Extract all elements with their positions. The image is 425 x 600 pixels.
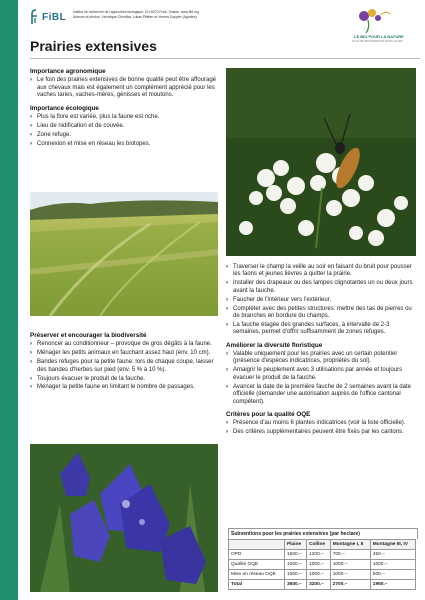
partner-name: LE BIO POUR LA NATURE	[354, 34, 404, 39]
page-title: Prairies extensives	[30, 38, 157, 54]
table-cell: 1000.–	[307, 560, 331, 570]
list-item: › Ménager les petits animaux en fauchant assez haut (env. 10 cm).	[30, 350, 218, 357]
gentian-photo	[30, 444, 218, 592]
list-item: › Avancer la date de la première fauche de 2 semaines avant la date officielle (demander une autorisation auprès de l'office cantonal compétent).	[226, 384, 418, 406]
table-cell: 450.–	[370, 550, 415, 560]
partner-subtitle: PLUS DE BIODIVERSITÉ DANS LE BIO	[352, 39, 403, 43]
section-heading-oqe: Critères pour la qualité OQE	[226, 410, 311, 418]
table-cell: 1950.–	[370, 580, 415, 590]
list-fauche	[226, 264, 418, 337]
table-cell: 1000.–	[370, 560, 415, 570]
table-row-total	[229, 580, 416, 590]
page-header	[28, 6, 418, 43]
list-item: › Bandes refuges pour la petite faune: lors de chaque coupe, laisser des bandes d'herbes sur pied (env. 5 % à 10 %).	[30, 359, 218, 374]
list-item: › La fauche étagée des grandes surfaces, à intervalle de 2-3 semaines, permet d'offrir suffisamment de zones refuges.	[226, 322, 418, 337]
fibl-logo-icon	[30, 9, 40, 25]
table-cell: Mise en réseau OQE	[229, 570, 285, 580]
table-cell: 1500.–	[284, 550, 306, 560]
table-cell: 1000.–	[284, 560, 306, 570]
table-cell: 3200.–	[307, 580, 331, 590]
insect-photo	[226, 68, 416, 256]
table-cell: Total	[229, 580, 285, 590]
table-cell: 700.–	[330, 550, 370, 560]
table-cell: 1000.–	[330, 570, 370, 580]
table-row	[229, 570, 416, 580]
list-item: › Ménager la petite faune en limitant le nombre de passages.	[30, 384, 218, 391]
table-header: Plaine	[284, 540, 306, 550]
section-heading-biodiversite: Préserver et encourager la biodiversité	[30, 332, 147, 339]
list-item: › Installer des drapeaux ou des lampes clignotantes un ou deux jours avant la fauche.	[226, 280, 418, 295]
partner-logo	[328, 6, 418, 43]
title-divider	[30, 58, 420, 59]
table-cell: 3500.–	[284, 580, 306, 590]
meadow-photo	[30, 192, 218, 316]
section-heading-ecologique: Importance écologique	[30, 104, 99, 112]
right-column	[226, 264, 418, 442]
table-cell: 1000.–	[307, 570, 331, 580]
list-item: › Amaigrir le peuplement avec 3 utilisations par année et toujours évacuer le produit de la fauche.	[226, 367, 418, 382]
table-header: Montagne III, IV	[370, 540, 415, 550]
list-item: › Lieu de nidification et de couvée.	[30, 123, 218, 130]
fibl-logo-text: FiBL	[42, 12, 67, 23]
table-header	[229, 540, 285, 550]
list-item: › Renoncer au conditionneur – provoque de gros dégâts à la faune.	[30, 341, 218, 348]
list-item: › Plus la flore est variée, plus la faune est riche.	[30, 114, 218, 121]
list-floristique	[226, 351, 418, 406]
left-mid-column	[30, 332, 218, 397]
list-ecologique	[30, 114, 218, 148]
list-item: › Présence d'au moins 6 plantes indicatrices (voir la liste officielle).	[226, 420, 418, 427]
list-item: › Zone refuge.	[30, 132, 218, 139]
flower-logo-icon	[344, 6, 404, 34]
table-cell: 1000.–	[284, 570, 306, 580]
table-cell: 1200.–	[307, 550, 331, 560]
section-heading-floristique: Améliorer la diversité floristique	[226, 341, 323, 349]
table-cell: 500.–	[370, 570, 415, 580]
table-header-row	[229, 540, 416, 550]
list-item: › Le foin des prairies extensives de bonne qualité peut être affouragé aux chevaux mais est également un complément apprécié pour les vaches taries, vaches-mères, génisses et moutons.	[30, 77, 218, 99]
credits-line-2: Auteurs et photos: Véronique Chevillat, Lukas Pfiffner et Verena Doppler (Agridéa)	[73, 14, 197, 19]
list-item: › Valable uniquement pour les prairies avec un certain potentiel (présence d'espèces indicatrices, propriétés du sol).	[226, 351, 418, 366]
subsidies-table-wrapper	[228, 528, 418, 590]
table-row	[229, 550, 416, 560]
table-cell: OPD	[229, 550, 285, 560]
left-top-column	[30, 68, 218, 153]
list-agronomique	[30, 77, 218, 99]
credits-line-1: Institut de recherche de l'agriculture biologique, CH-5070 Frick, Suisse, www.fibl.org	[73, 10, 199, 14]
sidebar-stripe	[0, 0, 18, 600]
list-item: › Compléter avec des petites structures: mettre des tas de pierres ou de branches en bordure du champs.	[226, 306, 418, 321]
list-biodiversite	[30, 341, 218, 391]
list-oqe	[226, 420, 418, 436]
list-item: › Faucher de l'intérieur vers l'extérieur.	[226, 297, 418, 304]
list-item: › Traverser le champ la veille au soir en faisant du bruit pour pousser les faons et jeunes lièvres à quitter la prairie.	[226, 264, 418, 279]
section-heading-agronomique: Importance agronomique	[30, 68, 106, 75]
header-credits	[73, 10, 313, 19]
table-title: Subventions pour les prairies extensives (par hectare)	[228, 528, 418, 539]
table-cell: 2700.–	[330, 580, 370, 590]
table-cell: Qualité OQE	[229, 560, 285, 570]
table-row	[229, 560, 416, 570]
table-header: Montagne I, II	[330, 540, 370, 550]
table-cell: 1000.–	[330, 560, 370, 570]
list-item: › Connexion et mise en réseau les biotopes.	[30, 141, 218, 148]
list-item: › Toujours évacuer le produit de la fauche.	[30, 376, 218, 383]
list-item: › Des critères supplémentaires peuvent être fixés par les cantons.	[226, 429, 418, 436]
table-header: Colline	[307, 540, 331, 550]
subsidies-table	[228, 539, 416, 590]
